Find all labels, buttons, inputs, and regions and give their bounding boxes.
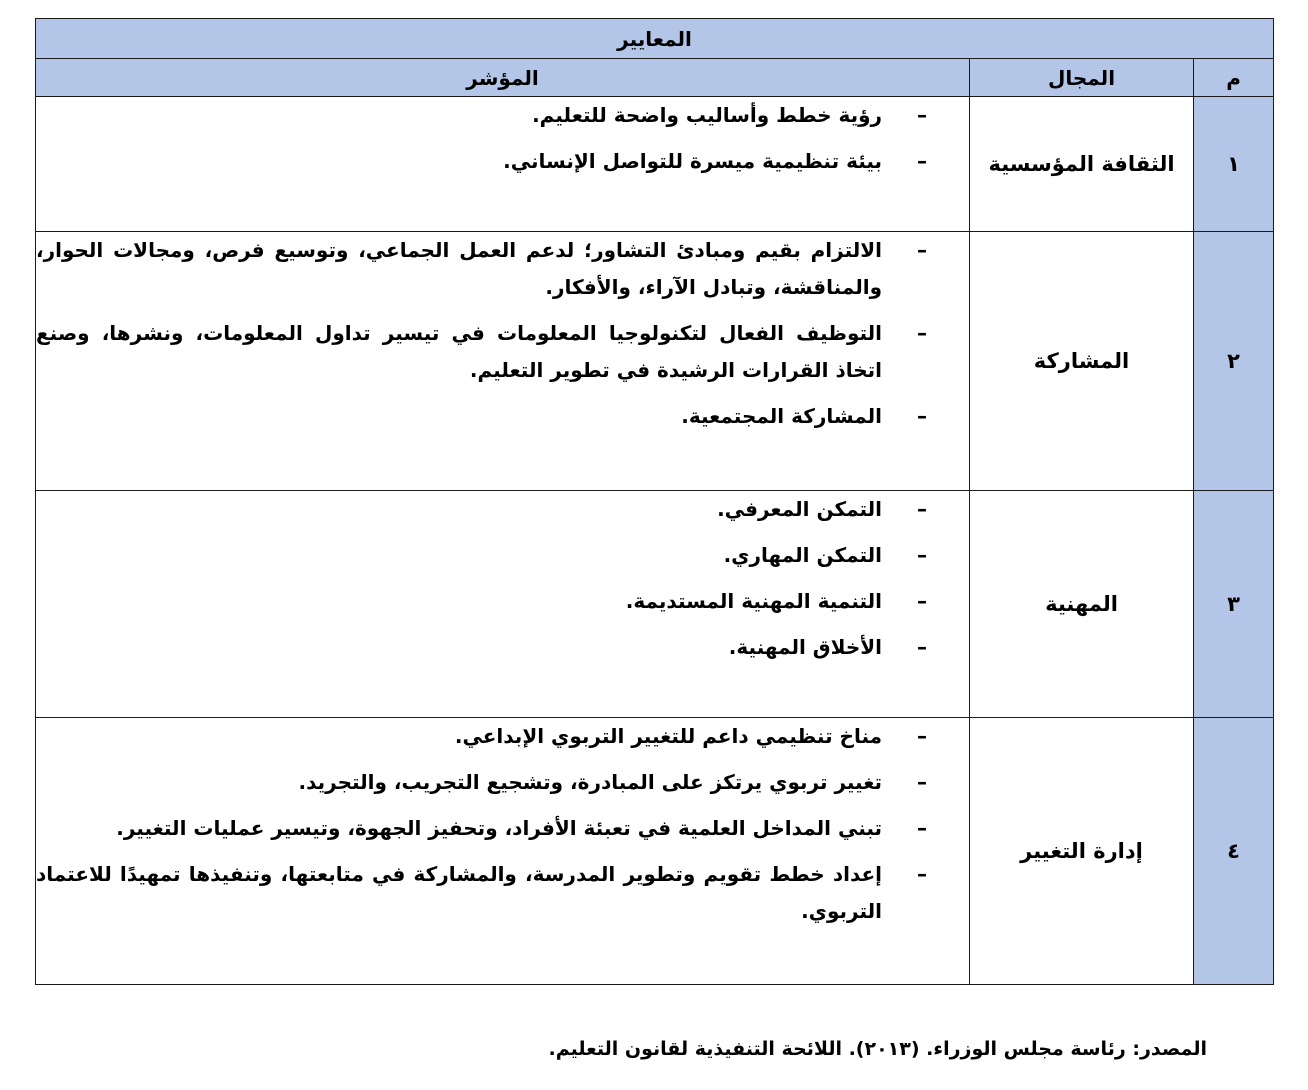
- indicator-item: [36, 764, 969, 801]
- row-indicators: [36, 718, 970, 985]
- indicator-text: الالتزام بقيم ومبادئ التشاور؛ لدعم العمل الجماعي، وتوسيع فرص، ومجالات الحوار، والمناقشة، وتبادل الآراء، والأفكار.: [36, 238, 883, 299]
- row-number: ٤: [1194, 718, 1274, 985]
- bullet-dash: –: [917, 724, 928, 748]
- row-indicators: [36, 97, 970, 232]
- indicator-text: التوظيف الفعال لتكنولوجيا المعلومات في تيسير تداول المعلومات، ونشرها، وصنع اتخاذ القرارات الرشيدة في تطوير التعليم.: [36, 321, 883, 382]
- table-row: [36, 718, 1274, 985]
- row-domain: إدارة التغيير: [970, 718, 1194, 985]
- source-citation: المصدر: رئاسة مجلس الوزراء. (٢٠١٣). اللائحة التنفيذية لقانون التعليم.: [548, 1038, 1207, 1060]
- indicator-item: [36, 537, 969, 574]
- indicator-text: إعداد خطط تقويم وتطوير المدرسة، والمشاركة في متابعتها، وتنفيذها تمهيدًا للاعتماد التربوي.: [36, 862, 883, 923]
- bullet-dash: –: [917, 816, 928, 840]
- table-row: [36, 232, 1274, 491]
- indicator-text: بيئة تنظيمية ميسرة للتواصل الإنساني.: [503, 149, 883, 173]
- indicator-item: [36, 810, 969, 847]
- row-indicators: [36, 232, 970, 491]
- indicator-item: [36, 718, 969, 755]
- bullet-dash: –: [917, 238, 928, 262]
- bullet-dash: –: [917, 497, 928, 521]
- row-number: ١: [1194, 97, 1274, 232]
- indicator-item: [36, 491, 969, 528]
- indicator-item: [36, 97, 969, 134]
- row-number: ٢: [1194, 232, 1274, 491]
- indicator-text: المشاركة المجتمعية.: [681, 404, 883, 428]
- row-domain: الثقافة المؤسسية: [970, 97, 1194, 232]
- indicator-text: الأخلاق المهنية.: [728, 635, 883, 659]
- indicator-item: [36, 856, 969, 930]
- row-number: ٣: [1194, 491, 1274, 718]
- criteria-table: [35, 18, 1274, 985]
- row-domain: المشاركة: [970, 232, 1194, 491]
- indicator-text: التمكن المهاري.: [723, 543, 883, 567]
- bullet-dash: –: [917, 103, 928, 127]
- header-domain: المجال: [970, 59, 1194, 97]
- bullet-dash: –: [917, 862, 928, 886]
- table-row: [36, 97, 1274, 232]
- bullet-dash: –: [917, 321, 928, 345]
- bullet-dash: –: [917, 589, 928, 613]
- indicator-text: التنمية المهنية المستديمة.: [625, 589, 883, 613]
- bullet-dash: –: [917, 635, 928, 659]
- indicator-text: مناخ تنظيمي داعم للتغيير التربوي الإبداعي.: [454, 724, 883, 748]
- row-domain: المهنية: [970, 491, 1194, 718]
- table-header-row: [36, 59, 1274, 97]
- bullet-dash: –: [917, 404, 928, 428]
- indicator-item: [36, 583, 969, 620]
- indicator-item: [36, 315, 969, 389]
- table-title-row: [36, 19, 1274, 59]
- indicator-item: [36, 629, 969, 666]
- indicator-text: التمكن المعرفي.: [717, 497, 883, 521]
- indicator-item: [36, 143, 969, 180]
- indicator-item: [36, 232, 969, 306]
- indicator-item: [36, 398, 969, 435]
- bullet-dash: –: [917, 149, 928, 173]
- indicator-text: رؤية خطط وأساليب واضحة للتعليم.: [532, 103, 883, 127]
- indicator-text: تبني المداخل العلمية في تعبئة الأفراد، وتحفيز الجهوة، وتيسير عمليات التغيير.: [116, 816, 883, 840]
- header-number: م: [1194, 59, 1274, 97]
- indicator-text: تغيير تربوي يرتكز على المبادرة، وتشجيع التجريب، والتجريد.: [298, 770, 883, 794]
- bullet-dash: –: [917, 770, 928, 794]
- table-title: المعايير: [36, 19, 1274, 59]
- row-indicators: [36, 491, 970, 718]
- bullet-dash: –: [917, 543, 928, 567]
- header-indicator: المؤشر: [36, 59, 970, 97]
- table-row: [36, 491, 1274, 718]
